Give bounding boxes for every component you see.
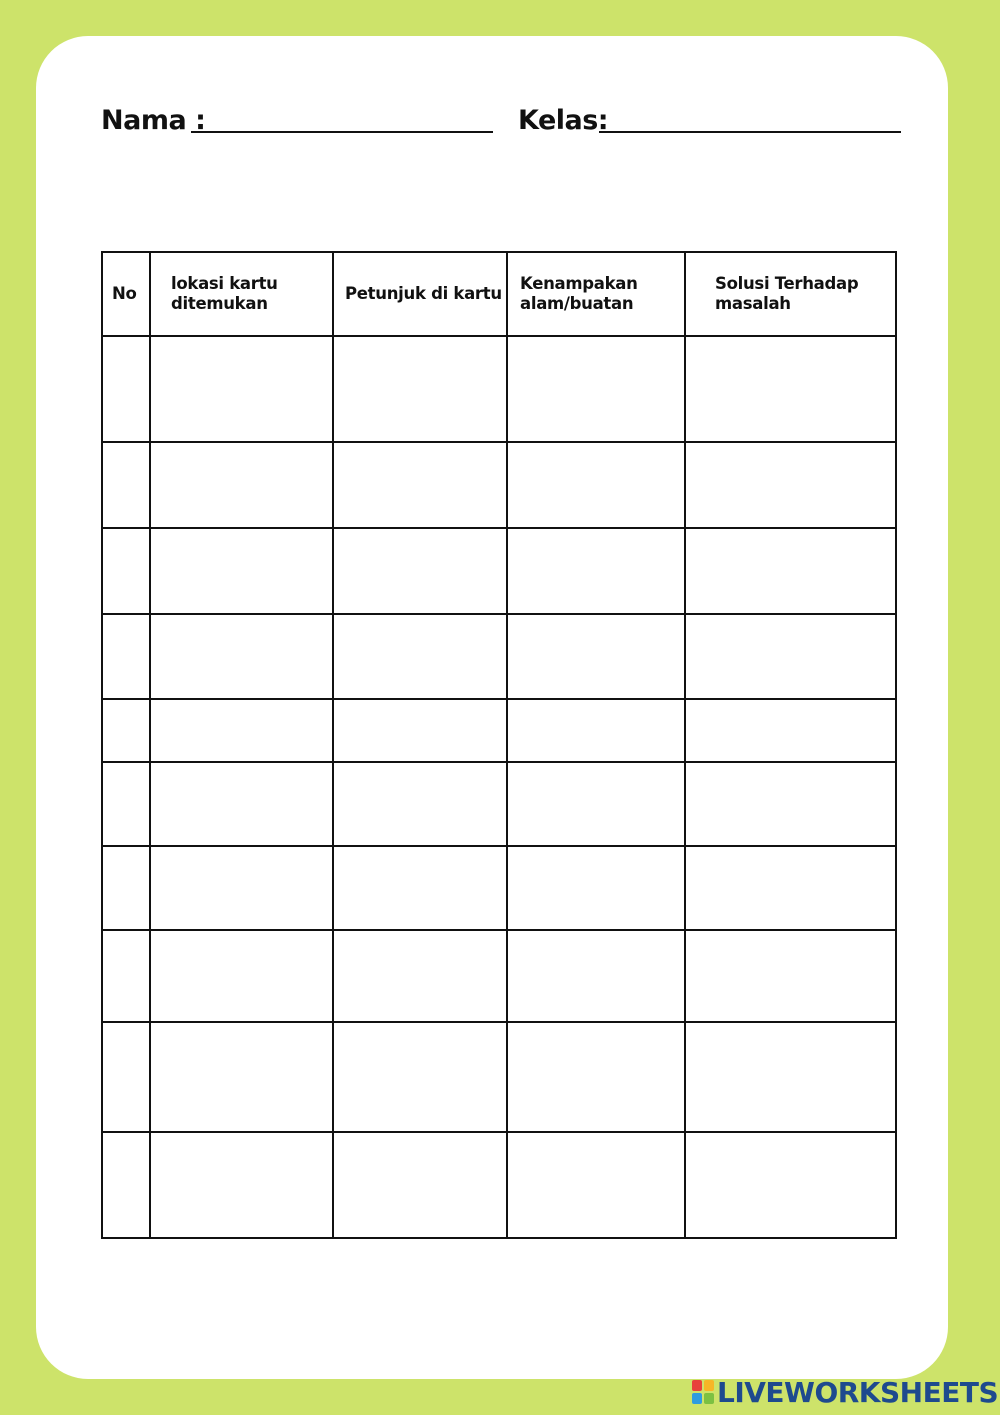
table-cell[interactable]	[507, 930, 685, 1022]
table-cell[interactable]	[333, 1132, 507, 1238]
table-cell[interactable]	[333, 1022, 507, 1132]
table-cell[interactable]	[507, 699, 685, 762]
table-cell[interactable]	[102, 846, 150, 930]
table-row	[102, 1022, 896, 1132]
table-cell[interactable]	[685, 614, 896, 699]
header-no: No	[102, 252, 150, 336]
table-cell[interactable]	[507, 846, 685, 930]
table-cell[interactable]	[333, 846, 507, 930]
table-cell[interactable]	[102, 1132, 150, 1238]
class-input-line[interactable]	[599, 131, 901, 133]
table-cell[interactable]	[685, 1022, 896, 1132]
table-cell[interactable]	[507, 1132, 685, 1238]
table-row	[102, 846, 896, 930]
table-row	[102, 930, 896, 1022]
liveworksheets-logo-icon	[692, 1380, 714, 1404]
header-solution: Solusi Terhadap masalah	[685, 252, 896, 336]
table-cell[interactable]	[102, 336, 150, 442]
table-row	[102, 699, 896, 762]
name-input-line[interactable]	[191, 131, 493, 133]
table-cell[interactable]	[507, 336, 685, 442]
table-cell[interactable]	[333, 930, 507, 1022]
table-cell[interactable]	[150, 442, 333, 528]
table-cell[interactable]	[685, 442, 896, 528]
table-cell[interactable]	[150, 699, 333, 762]
table-cell[interactable]	[102, 442, 150, 528]
table-cell[interactable]	[685, 528, 896, 614]
table-cell[interactable]	[150, 336, 333, 442]
table-cell[interactable]	[507, 528, 685, 614]
table-cell[interactable]	[102, 699, 150, 762]
worksheet-table	[101, 251, 897, 1239]
table-cell[interactable]	[150, 614, 333, 699]
table-cell[interactable]	[150, 1132, 333, 1238]
table-cell[interactable]	[333, 528, 507, 614]
table-cell[interactable]	[507, 1022, 685, 1132]
table-row	[102, 528, 896, 614]
table-cell[interactable]	[150, 762, 333, 846]
table-row	[102, 1132, 896, 1238]
table-cell[interactable]	[333, 762, 507, 846]
name-label: Nama :	[101, 105, 206, 136]
table-body	[102, 336, 896, 1238]
table-cell[interactable]	[102, 528, 150, 614]
table-cell[interactable]	[507, 614, 685, 699]
table-cell[interactable]	[685, 1132, 896, 1238]
header-clue: Petunjuk di kartu	[333, 252, 507, 336]
table-cell[interactable]	[333, 699, 507, 762]
table-row	[102, 614, 896, 699]
table-cell[interactable]	[685, 336, 896, 442]
table-row	[102, 442, 896, 528]
class-label: Kelas:	[518, 105, 609, 136]
table-row	[102, 762, 896, 846]
table-cell[interactable]	[102, 614, 150, 699]
table-cell[interactable]	[333, 442, 507, 528]
table-header-row	[102, 252, 896, 336]
table-cell[interactable]	[685, 699, 896, 762]
table-cell[interactable]	[102, 762, 150, 846]
table-cell[interactable]	[333, 614, 507, 699]
table-cell[interactable]	[102, 930, 150, 1022]
header-landscape: Kenampakan alam/buatan	[507, 252, 685, 336]
table-cell[interactable]	[333, 336, 507, 442]
table-cell[interactable]	[685, 846, 896, 930]
table-cell[interactable]	[150, 528, 333, 614]
table-cell[interactable]	[150, 1022, 333, 1132]
table-cell[interactable]	[507, 762, 685, 846]
table-cell[interactable]	[685, 930, 896, 1022]
header-location: lokasi kartu ditemukan	[150, 252, 333, 336]
table-cell[interactable]	[685, 762, 896, 846]
table-cell[interactable]	[150, 846, 333, 930]
brand-name: LIVEWORKSHEETS	[717, 1375, 999, 1409]
table-cell[interactable]	[150, 930, 333, 1022]
liveworksheets-brand	[692, 1372, 998, 1412]
table-cell[interactable]	[102, 1022, 150, 1132]
table-row	[102, 336, 896, 442]
table-cell[interactable]	[507, 442, 685, 528]
